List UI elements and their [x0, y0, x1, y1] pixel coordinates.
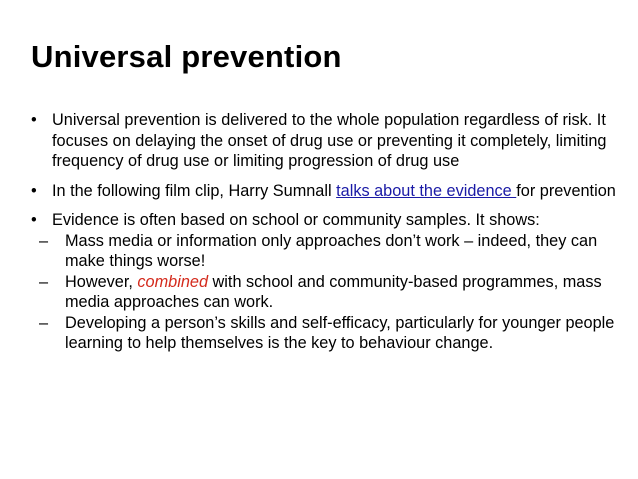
sub-bullet-marker: – [39, 272, 49, 291]
sub-item-text-after: with school and community-based programmes, mass media approaches can work. [65, 272, 602, 311]
slide-title: Universal prevention [31, 39, 342, 74]
bullet-item-film-clip [31, 181, 621, 202]
bullet-text-before-link: In the following film clip, Harry Sumnall [52, 181, 337, 200]
sub-item-text-before: However, [65, 272, 138, 291]
highlight-combined: combined [137, 272, 209, 291]
bullet-text-after-link: for prevention [516, 181, 616, 200]
bullet-item-evidence [31, 210, 621, 354]
bullet-marker: • [31, 211, 37, 229]
sub-bullet-marker: – [39, 313, 49, 332]
sub-item-text: Developing a person’s skills and self-efficacy, particularly for younger people learning to help themselves is the key to behaviour change. [65, 313, 615, 352]
bullet-marker: • [31, 111, 37, 129]
evidence-link[interactable]: talks about the evidence [336, 181, 517, 200]
bullet-text: Universal prevention is delivered to the whole population regardless of risk. It focuses on delaying the onset of drug use or preventing it completely, limiting frequency of drug use or limiting progression of drug use [52, 111, 607, 170]
bullet-item-universal-prevention [31, 110, 621, 172]
sub-item-mass-media [31, 231, 621, 272]
sub-bullet-marker: – [39, 231, 49, 250]
sub-item-combined [31, 272, 621, 313]
bullet-text: Evidence is often based on school or community samples. It shows: [52, 211, 540, 229]
sub-item-skills [31, 313, 621, 354]
sub-item-text: Mass media or information only approaches don’t work – indeed, they can make things worse! [65, 231, 598, 270]
bullet-marker: • [31, 181, 37, 200]
bullet-list [31, 110, 621, 354]
